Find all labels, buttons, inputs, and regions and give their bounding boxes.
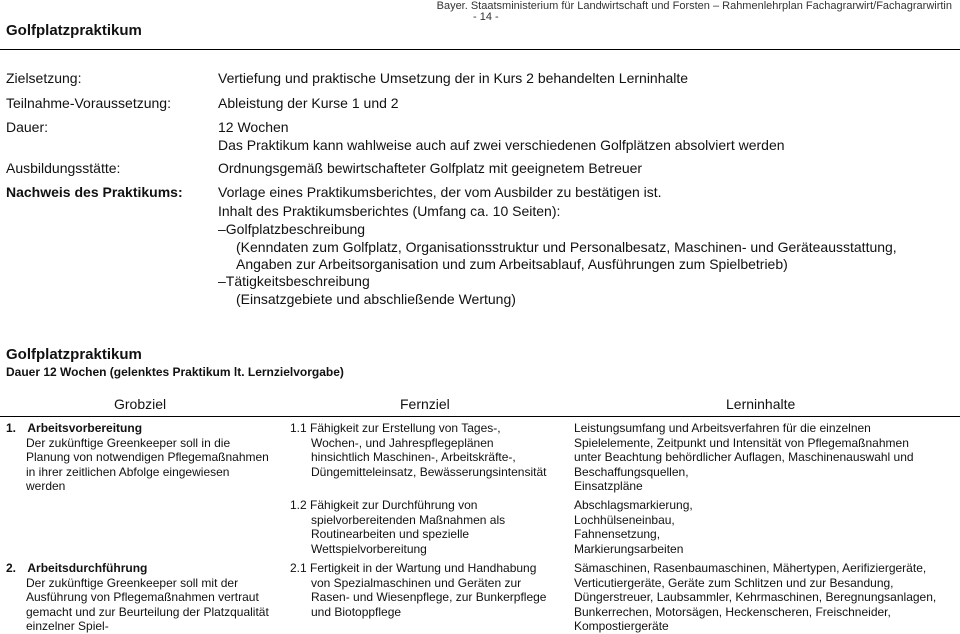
- column-header-grobziel: Grobziel: [114, 396, 167, 412]
- grobziel-line: gemacht und zur Beurteilung der Platzqualität: [26, 604, 269, 619]
- nachweis-line: –Tätigkeitsbeschreibung: [218, 273, 370, 289]
- lerninhalt-line: Fahnensetzung,: [574, 527, 661, 541]
- table-row-1-fernziel-2: [290, 498, 505, 556]
- nachweis-line: Vorlage eines Praktikumsberichtes, der vom Ausbilder zu bestätigen ist.: [218, 184, 662, 200]
- ausbildung-label: Ausbildungsstätte:: [6, 160, 121, 176]
- nachweis-line: Angaben zur Arbeitsorganisation und zum Arbeitsablauf, Ausführungen zum Spielbetrieb): [236, 256, 788, 272]
- fernziel-line: Fähigkeit zur Erstellung von Tages-,: [310, 421, 501, 435]
- zielsetzung-label: Zielsetzung:: [6, 70, 82, 86]
- dauer-value-1: 12 Wochen: [218, 119, 289, 135]
- fernziel-number: 1.2: [290, 498, 307, 512]
- grobziel-line: Planung von notwendigen Pflegemaßnahmen: [26, 450, 269, 464]
- grobziel-line: werden: [26, 479, 66, 493]
- section-title: Golfplatzpraktikum: [6, 346, 142, 363]
- lerninhalt-line: Kompostiergeräte: [574, 619, 669, 633]
- row-1-number: 1.: [6, 421, 17, 435]
- table-row-2-fernziel-1: [290, 561, 546, 619]
- header-organization: Bayer. Staatsministerium für Landwirtschaft und Forsten – Rahmenlehrplan Fachagrarwirt/Fachagrarwirtin: [436, 0, 952, 12]
- grobziel-line: in ihrer zeitlichen Abfolge eingewiesen: [26, 464, 230, 479]
- row-2-title: Arbeitsdurchführung: [27, 561, 148, 575]
- dauer-value-2: Das Praktikum kann wahlweise auch auf zwei verschiedenen Golfplätzen absolviert werden: [218, 137, 785, 153]
- fernziel-line: Fertigkeit in der Wartung und Handhabung: [310, 561, 537, 575]
- nachweis-line: –Golfplatzbeschreibung: [218, 221, 366, 237]
- table-header-rule: [0, 416, 960, 417]
- nachweis-line: Inhalt des Praktikumsberichtes (Umfang ca. 10 Seiten):: [218, 203, 561, 219]
- lerninhalt-line: Spielelemente, Zeitpunkt und Intensität von Pflegemaßnahmen: [574, 435, 909, 450]
- table-row-2-grobziel: [6, 561, 269, 634]
- table-row-2-lerninhalte-1: [574, 561, 936, 634]
- header-rule: [0, 49, 960, 50]
- fernziel-line: spielvorbereitenden Maßnahmen als: [311, 512, 506, 527]
- fernziel-number: 1.1: [290, 421, 307, 435]
- nachweis-line: (Einsatzgebiete und abschließende Wertung): [236, 291, 516, 307]
- page-title: Golfplatzpraktikum: [6, 22, 142, 39]
- table-row-1-lerninhalte-2: [574, 498, 693, 556]
- lerninhalt-line: unter Beachtung behördlicher Auflagen, Maschinenauswahl und: [574, 450, 914, 464]
- dauer-label: Dauer:: [6, 119, 49, 135]
- teilnahme-label: Teilnahme-Voraussetzung:: [6, 95, 171, 111]
- lerninhalt-line: Verticutiergeräte, Geräte zum Schlitzen und zur Besandung,: [574, 575, 894, 590]
- fernziel-number: 2.1: [290, 561, 307, 575]
- grobziel-line: einzelner Spiel-: [26, 619, 109, 633]
- row-1-title: Arbeitsvorbereitung: [27, 421, 143, 435]
- lerninhalt-line: Beschaffungsquellen,: [574, 464, 689, 479]
- zielsetzung-value: Vertiefung und praktische Umsetzung der in Kurs 2 behandelten Lerninhalte: [218, 70, 689, 86]
- grobziel-line: Ausführung von Pflegemaßnahmen vertraut: [26, 590, 259, 604]
- lerninhalt-line: Einsatzpläne: [574, 479, 643, 493]
- column-header-fernziel: Fernziel: [400, 396, 450, 412]
- lerninhalt-line: Düngerstreuer, Laubsammler, Kehrmaschinen, Beregnungsanlagen,: [574, 590, 937, 604]
- fernziel-line: Fähigkeit zur Durchführung von: [310, 498, 478, 512]
- fernziel-line: Wochen-, und Jahrespflegeplänen: [311, 435, 494, 450]
- nachweis-label: Nachweis des Praktikums:: [6, 184, 183, 200]
- ausbildung-value: Ordnungsgemäß bewirtschafteter Golfplatz mit geeignetem Betreuer: [218, 160, 643, 176]
- fernziel-line: von Spezialmaschinen und Geräten zur: [311, 575, 522, 590]
- nachweis-line: (Kenndaten zum Golfplatz, Organisationsstruktur und Personalbesatz, Maschinen- und Geräteausstattung,: [236, 239, 897, 255]
- lerninhalt-line: Bunkerrechen, Motorsägen, Heckenscheren, Freischneider,: [574, 604, 891, 619]
- lerninhalt-line: Lochhülseneinbau,: [574, 512, 675, 527]
- lerninhalt-line: Leistungsumfang und Arbeitsverfahren für die einzelnen: [574, 421, 871, 435]
- fernziel-line: Routinearbeiten und spezielle: [311, 527, 470, 541]
- teilnahme-value: Ableistung der Kurse 1 und 2: [218, 95, 399, 111]
- grobziel-line: Der zukünftige Greenkeeper soll mit der: [26, 575, 239, 590]
- fernziel-line: hinsichtlich Maschinen-, Arbeitskräfte-,: [311, 450, 516, 464]
- section-subtitle: Dauer 12 Wochen (gelenktes Praktikum lt. Lernzielvorgabe): [6, 365, 344, 379]
- lerninhalt-line: Sämaschinen, Rasenbaumaschinen, Mähertypen, Aerifiziergeräte,: [574, 561, 927, 575]
- lerninhalt-line: Abschlagsmarkierung,: [574, 498, 693, 512]
- column-header-lerninhalte: Lerninhalte: [726, 396, 796, 412]
- fernziel-line: Düngemitteleinsatz, Bewässerungsintensität: [311, 464, 547, 479]
- grobziel-line: Der zukünftige Greenkeeper soll in die: [26, 435, 231, 450]
- lerninhalt-line: Markierungsarbeiten: [574, 541, 684, 556]
- fernziel-line: und Biotoppflege: [311, 604, 402, 619]
- fernziel-line: Rasen- und Wiesenpflege, zur Bunkerpflege: [311, 590, 547, 604]
- row-2-number: 2.: [6, 561, 17, 575]
- table-row-1-grobziel: [6, 421, 269, 494]
- table-row-1-lerninhalte-1: [574, 421, 914, 494]
- fernziel-line: Wettspielvorbereitung: [311, 541, 427, 556]
- table-row-1-fernziel-1: [290, 421, 546, 479]
- page-number: - 14 -: [473, 11, 499, 23]
